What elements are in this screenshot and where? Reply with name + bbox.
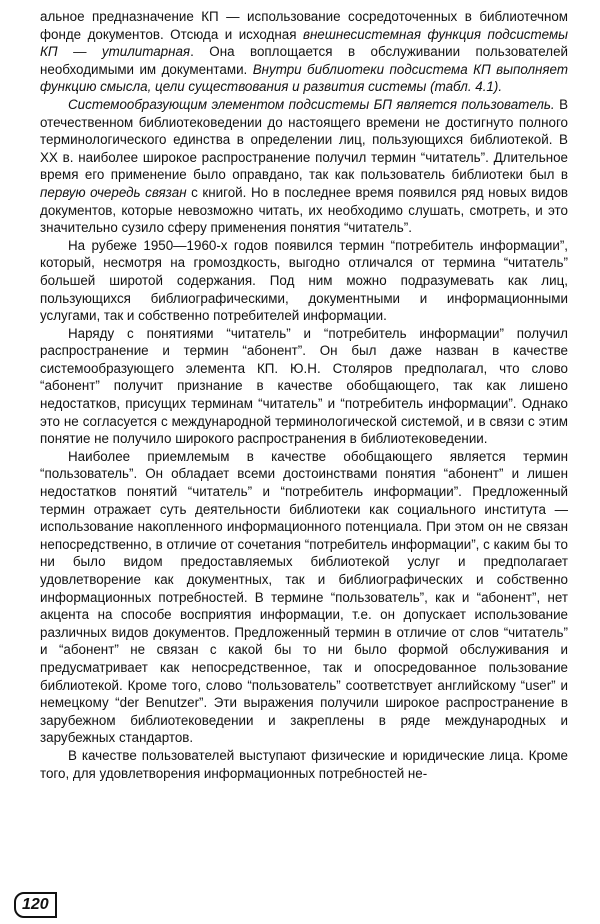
text-run: Наиболее приемлемым в качестве обобщающего является термин “пользователь”. Он обладает всеми достоинствами понятия “абонент” и лишен недостатков понятий “читатель” и “потребитель информации”. Предложенный термин отражает суть деятельности библиотеки как социального института — использование накопленного информационного потенциала. При этом он не связан непосредственно, в отличие от сочетания “потребитель информации”, с каким бы то ни было видом предоставляемых библиотекой услуг и предполагает удовлетворение как документных, так и библиографических и собственно информационных потребностей. В термине “пользователь”, как и “абонент”, нет акцента на способе восприятия информации, т.е. он допускает использование различных видов документов. Предложенный термин в отличие от слов “читатель” и “абонент” не связан с какой бы то ни было формой обслуживания и предусматривает как непосредственное, так и опосредованное пользование библиотекой. Кроме того, слово “пользователь” соответствует английскому “user” и немецкому “der Benutzer”. Эти выражения получили широкое распространение в зарубежном библиотековедении и закреплены в ряде международных и зарубежных стандартов.: [40, 448, 568, 746]
text-run: В отечественном библиотековедении до настоящего времени не достигнуто полного терминологического единства в определении лиц, пользующихся библиотекой. В XX в. наиболее широкое распространение получил термин “читатель”. Длительное время его применение было оправдано, так как пользователь библиотеки был в: [40, 96, 569, 183]
text-run: Наряду с понятиями “читатель” и “потребитель информации” получил распространение и термин “абонент”. Он был даже назван в качестве системообразующего элемента КП. Ю.Н. Столяров предполагал, что слово “абонент” получит признание в качестве обобщающего, так как лишено недостатков, присущих терминам “читатель” и “потребитель информации”. Однако это не согласуется с международной терминологической системой, и в связи с этим понятие не получило широкого распространения в библиотековедении.: [40, 325, 568, 447]
text-run: В качестве пользователей выступают физические и юридические лица. Кроме того, для удовлетворения информационных потребностей не-: [40, 747, 568, 781]
text-run: На рубеже 1950—1960-х годов появился термин “потребитель информации”, который, несмотря на громоздкость, выгодно отличался от термина “читатель” большей широтой содержания. Под ним можно подразумевать как лиц, пользующихся библиографическими, документными и информационными услугами, так и собственно потребителей информации.: [40, 237, 568, 324]
italic-run: Системообразующим элементом подсистемы БП является пользователь.: [68, 96, 555, 112]
page-number: 120: [14, 892, 57, 918]
body-text: [40, 8, 568, 782]
paragraph-2: [40, 237, 568, 325]
paragraph-1: [40, 96, 568, 237]
italic-run: внешнесистемная функция подсистемы КП — утилитарная: [40, 26, 568, 60]
paragraph-3: [40, 325, 568, 448]
italic-run: Внутри библиотеки подсистема КП выполняет функцию смысла, цели существования и развития системы (табл. 4.1).: [40, 61, 568, 95]
text-run: альное предназначение КП — использование сосредоточенных в библиотечном фонде документов. Отсюда и исходная: [40, 9, 568, 42]
text-run: с книгой. Но в последнее время появился ряд новых видов документов, которые невозможно читать, их необходимо слушать, смотреть, и это значительно сузило сферу применения понятия “читатель”.: [40, 184, 569, 236]
paragraph-0: [40, 8, 568, 96]
paragraph-4: [40, 448, 568, 747]
italic-run: первую очередь связан: [40, 184, 187, 200]
paragraph-5: [40, 747, 568, 782]
text-run: . Она воплощается в обслуживании пользователей необходимыми им документами.: [40, 44, 568, 77]
